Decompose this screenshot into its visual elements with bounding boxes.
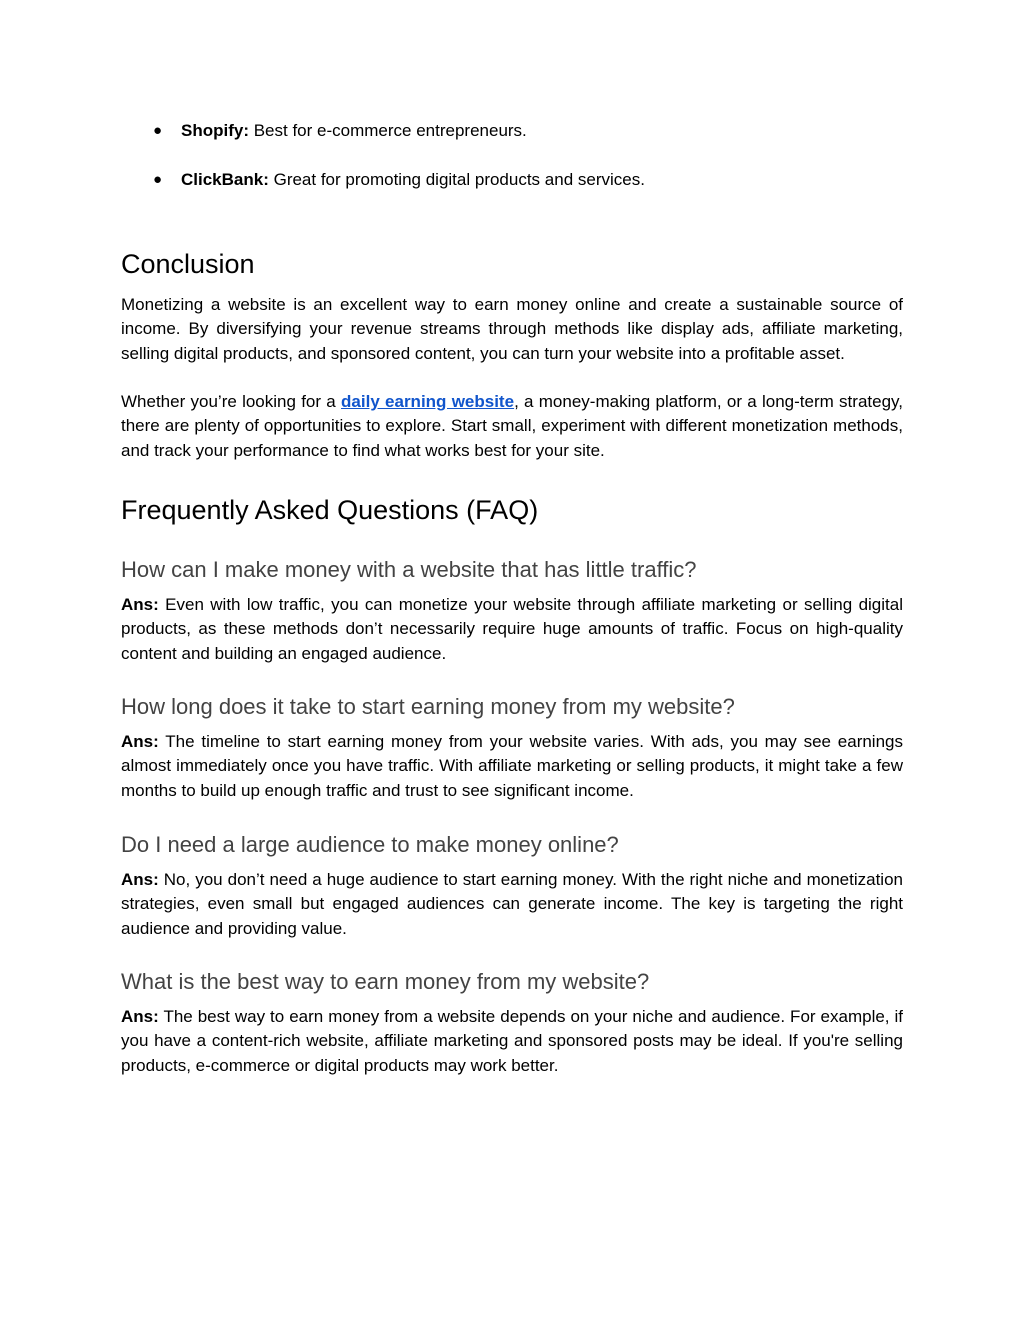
list-item-text: Best for e-commerce entrepreneurs. [249,121,527,140]
answer-text: No, you don’t need a huge audience to start earning money. With the right niche and monetization strategies, even small but engaged audiences can generate income. The key is targeting the right audience and providing value. [121,870,903,938]
answer-text: The best way to earn money from a website depends on your niche and audience. For example, if you have a content-rich website, affiliate marketing and sponsored posts may be ideal. If you're selling products, e-commerce or digital products may work better. [121,1007,903,1075]
ans-label: Ans: [121,870,159,889]
answer-text: The timeline to start earning money from your website varies. With ads, you may see earnings almost immediately once you have traffic. With affiliate marketing or selling products, it might take a few months to build up enough traffic and trust to see significant income. [121,732,903,800]
bullet-icon: ● [153,122,163,139]
conclusion-heading: Conclusion [121,249,255,279]
list-item [121,119,903,143]
faq-answer [121,868,903,941]
ans-label: Ans: [121,732,159,751]
platform-list [121,119,903,217]
faq-answer [121,593,903,666]
paragraph-text: Whether you’re looking for a [121,392,342,411]
faq-heading: Frequently Asked Questions (FAQ) [121,495,539,525]
list-item-term: ClickBank: [181,170,269,189]
list-item-text: Great for promoting digital products and services. [268,170,645,189]
faq-question: How long does it take to start earning money from my website? [121,694,735,719]
bullet-icon: ● [153,171,163,188]
paragraph-text: , a money-making platform, or a long-term strategy, there are plenty of opportunities to explore. Start small, experiment with different monetization methods, and track your performance to find what works best for your site. [121,392,903,460]
faq-answer [121,1005,903,1078]
answer-text: Even with low traffic, you can monetize your website through affiliate marketing or selling digital products, as these methods don’t necessarily require huge amounts of traffic. Focus on high-quality content and building an engaged audience. [121,595,903,663]
conclusion-paragraph: Monetizing a website is an excellent way to earn money online and create a sustainable source of income. By diversifying your revenue streams through methods like display ads, affiliate marketing, selling digital products, and sponsored content, you can turn your website into a profitable asset. [121,295,903,363]
faq-question: How can I make money with a website that has little traffic? [121,557,697,582]
ans-label: Ans: [121,595,159,614]
list-item-term: Shopify: [181,121,249,140]
daily-earning-website-link[interactable]: daily earning website [341,392,515,411]
conclusion-paragraph-2 [121,390,903,463]
list-item [121,168,903,192]
faq-question: What is the best way to earn money from my website? [121,969,650,994]
faq-question: Do I need a large audience to make money online? [121,832,619,857]
faq-answer [121,730,903,803]
ans-label: Ans: [121,1007,159,1026]
